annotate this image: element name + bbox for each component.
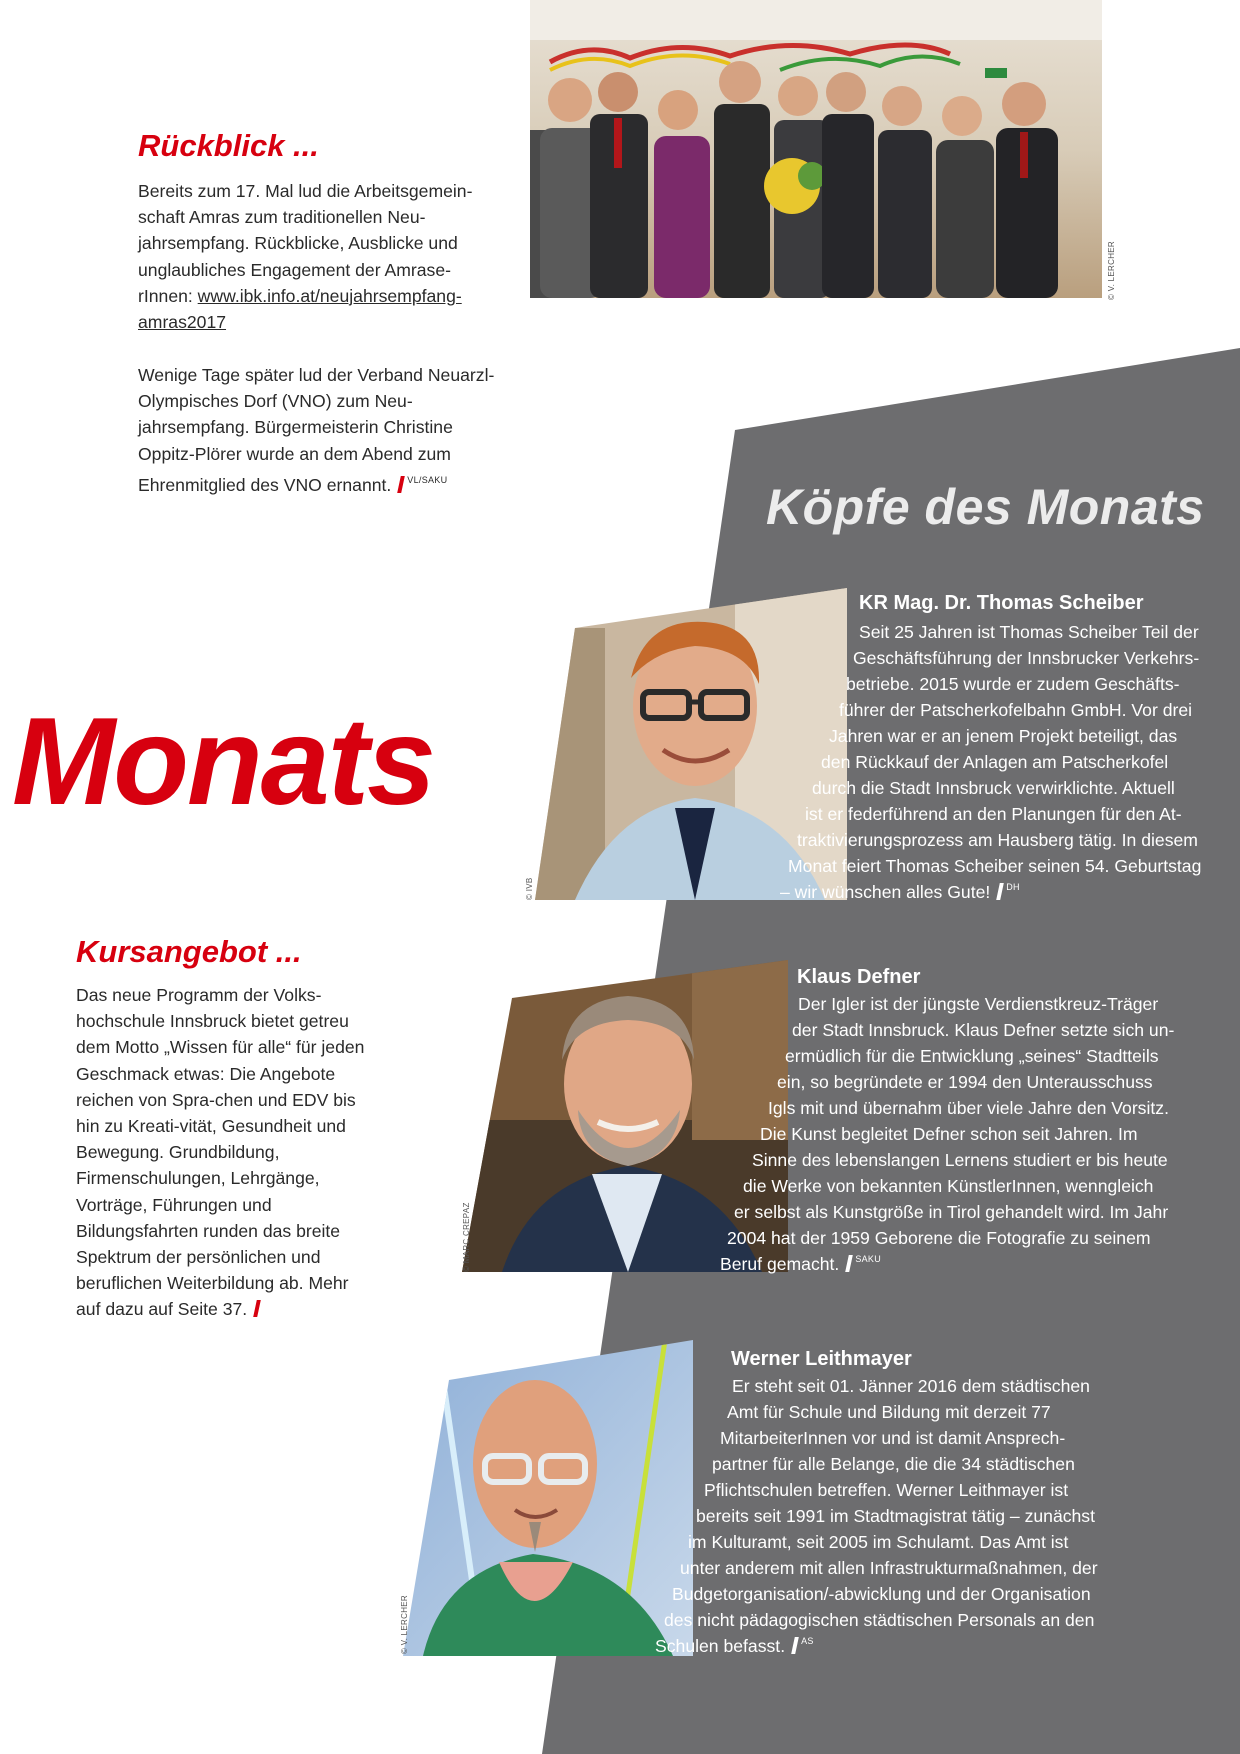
person-1-line-last xyxy=(780,882,1020,903)
rueckblick-paragraph-1 xyxy=(138,178,500,335)
person-1-line: Geschäftsführung der Innsbrucker Verkehrs- xyxy=(853,648,1200,668)
end-mark xyxy=(996,883,1004,900)
person-3-line: MitarbeiterInnen vor und ist damit Ansprech- xyxy=(720,1428,1066,1448)
portrait-klaus-defner xyxy=(462,960,788,1272)
person-3-line: des nicht pädagogischen städtischen Personals an den xyxy=(664,1610,1095,1630)
person-3-line: Er steht seit 01. Jänner 2016 dem städtischen xyxy=(732,1376,1090,1396)
person-1-last-text: – wir wünschen alles Gute! xyxy=(780,882,991,902)
person-2-signature: SAKU xyxy=(855,1254,882,1264)
portrait-thomas-scheiber xyxy=(535,588,847,900)
person-2-line: die Werke von bekannten KünstlerInnen, wenngleich xyxy=(743,1176,1154,1196)
person-3-line: unter anderem mit allen Infrastrukturmaßnahmen, der xyxy=(680,1558,1098,1578)
headline-monats: Monats xyxy=(12,693,434,831)
person-1-line: betriebe. 2015 wurde er zudem Geschäfts- xyxy=(846,674,1180,694)
person-3-line: partner für alle Belange, die die 34 städtischen xyxy=(712,1454,1075,1474)
person-2-line: Die Kunst begleitet Defner schon seit Jahren. Im xyxy=(760,1124,1138,1144)
person-1-line: führer der Patscherkofelbahn GmbH. Vor drei xyxy=(839,700,1193,720)
person-3-name: Werner Leithmayer xyxy=(731,1348,912,1370)
person-2-line: Igls mit und übernahm über viele Jahre den Vorsitz. xyxy=(768,1098,1169,1118)
end-mark xyxy=(846,1255,854,1272)
group-photo-credit: © V. LERCHER xyxy=(1107,241,1116,300)
person-2-line: Sinne des lebenslangen Lernens studiert er bis heute xyxy=(752,1150,1168,1170)
person-1-line: Jahren war er an jenem Projekt beteiligt, das xyxy=(829,726,1178,746)
person-1-line: traktivierungsprozess am Hausberg tätig. In diesem xyxy=(797,830,1198,850)
portrait-3-credit: © V. LERCHER xyxy=(400,1595,409,1654)
person-2-last-text: Beruf gemacht. xyxy=(720,1254,840,1274)
person-2-line: ermüdlich für die Entwicklung „seines“ Stadtteils xyxy=(785,1046,1159,1066)
koepfe-des-monats-title: Köpfe des Monats xyxy=(766,479,1205,535)
person-3-line: Amt für Schule und Bildung mit derzeit 77 xyxy=(727,1402,1051,1422)
rueckblick-text-2: Wenige Tage später lud der Verband Neuarzl-Olympisches Dorf (VNO) zum Neu-jahrsempfang. Bürgermeisterin Christine Oppitz-Plörer wurde an dem Abend zum Ehrenmitglied des VNO ernannt. xyxy=(138,365,495,495)
person-2-line: 2004 hat der 1959 Geborene die Fotografie zu seinem xyxy=(727,1228,1151,1248)
rueckblick-text-1: Bereits zum 17. Mal lud die Arbeitsgemein-schaft Amras zum traditionellen Neu-jahrsempfang. Rückblicke, Ausblicke und unglaubliches Engagement der Amrase-rInnen: xyxy=(138,181,473,306)
portrait-2-credit: © MARC CREPAZ xyxy=(462,1202,471,1272)
person-3-line: bereits seit 1991 im Stadtmagistrat tätig – zunächst xyxy=(696,1506,1095,1526)
rueckblick-link[interactable]: www.ibk.info.at/neujahrsempfang-amras2017 xyxy=(138,285,462,333)
person-1-line: Seit 25 Jahren ist Thomas Scheiber Teil der xyxy=(859,622,1199,642)
person-1-line: den Rückkauf der Anlagen am Patscherkofel xyxy=(821,752,1169,772)
person-3-line: Budgetorganisation/-abwicklung und der Organisation xyxy=(672,1584,1091,1604)
end-mark xyxy=(397,476,405,493)
person-3-line: im Kulturamt, seit 2005 im Schulamt. Das Amt ist xyxy=(688,1532,1069,1552)
person-2-name: Klaus Defner xyxy=(797,966,921,988)
person-3-line-last xyxy=(655,1636,814,1657)
person-2-line: der Stadt Innsbruck. Klaus Defner setzte sich un- xyxy=(792,1020,1175,1040)
end-mark xyxy=(791,1637,799,1654)
kursangebot-paragraph xyxy=(76,982,370,1323)
person-2-line-last xyxy=(720,1254,881,1275)
person-2-line: Der Igler ist der jüngste Verdienstkreuz-Träger xyxy=(798,994,1159,1014)
person-3-line: Pflichtschulen betreffen. Werner Leithmayer ist xyxy=(704,1480,1069,1500)
end-mark xyxy=(253,1300,261,1317)
kursangebot-text: Das neue Programm der Volks-hochschule Innsbruck bietet getreu dem Motto „Wissen für alle“ für jeden Geschmack etwas: Die Angebote reichen von Spra-chen und EDV bis hin zu Kreati-vität, Gesundheit und Bewegung. Grundbildung, Firmenschulungen, Lehrgänge, Vorträge, Führungen und Bildungsfahrten runden das breite Spektrum der persönlichen und beruflichen Weiterbildung ab. Mehr auf dazu auf Seite 37. xyxy=(76,985,365,1320)
person-1-line: Monat feiert Thomas Scheiber seinen 54. Geburtstag xyxy=(788,856,1202,876)
rueckblick-signature: VL/SAKU xyxy=(407,474,448,485)
person-1-name: KR Mag. Dr. Thomas Scheiber xyxy=(859,592,1144,614)
person-3-last-text: Schulen befasst. xyxy=(655,1636,786,1656)
person-2-line: ein, so begründete er 1994 den Unterausschuss xyxy=(777,1072,1153,1092)
portrait-1-credit: © IVB xyxy=(525,877,534,900)
person-3-signature: AS xyxy=(801,1636,814,1646)
person-2-line: er selbst als Kunstgröße in Tirol gehandelt wird. Im Jahr xyxy=(734,1202,1169,1222)
rueckblick-title: Rückblick ... xyxy=(138,128,319,163)
person-1-line: ist er federführend an den Planungen für den At- xyxy=(805,804,1182,824)
person-1-signature: DH xyxy=(1006,882,1020,892)
group-photo xyxy=(530,0,1102,298)
rueckblick-paragraph-2 xyxy=(138,362,500,498)
kursangebot-title: Kursangebot ... xyxy=(76,934,302,969)
person-1-line: durch die Stadt Innsbruck verwirklichte. Aktuell xyxy=(812,778,1175,798)
portrait-werner-leithmayer xyxy=(403,1340,693,1656)
